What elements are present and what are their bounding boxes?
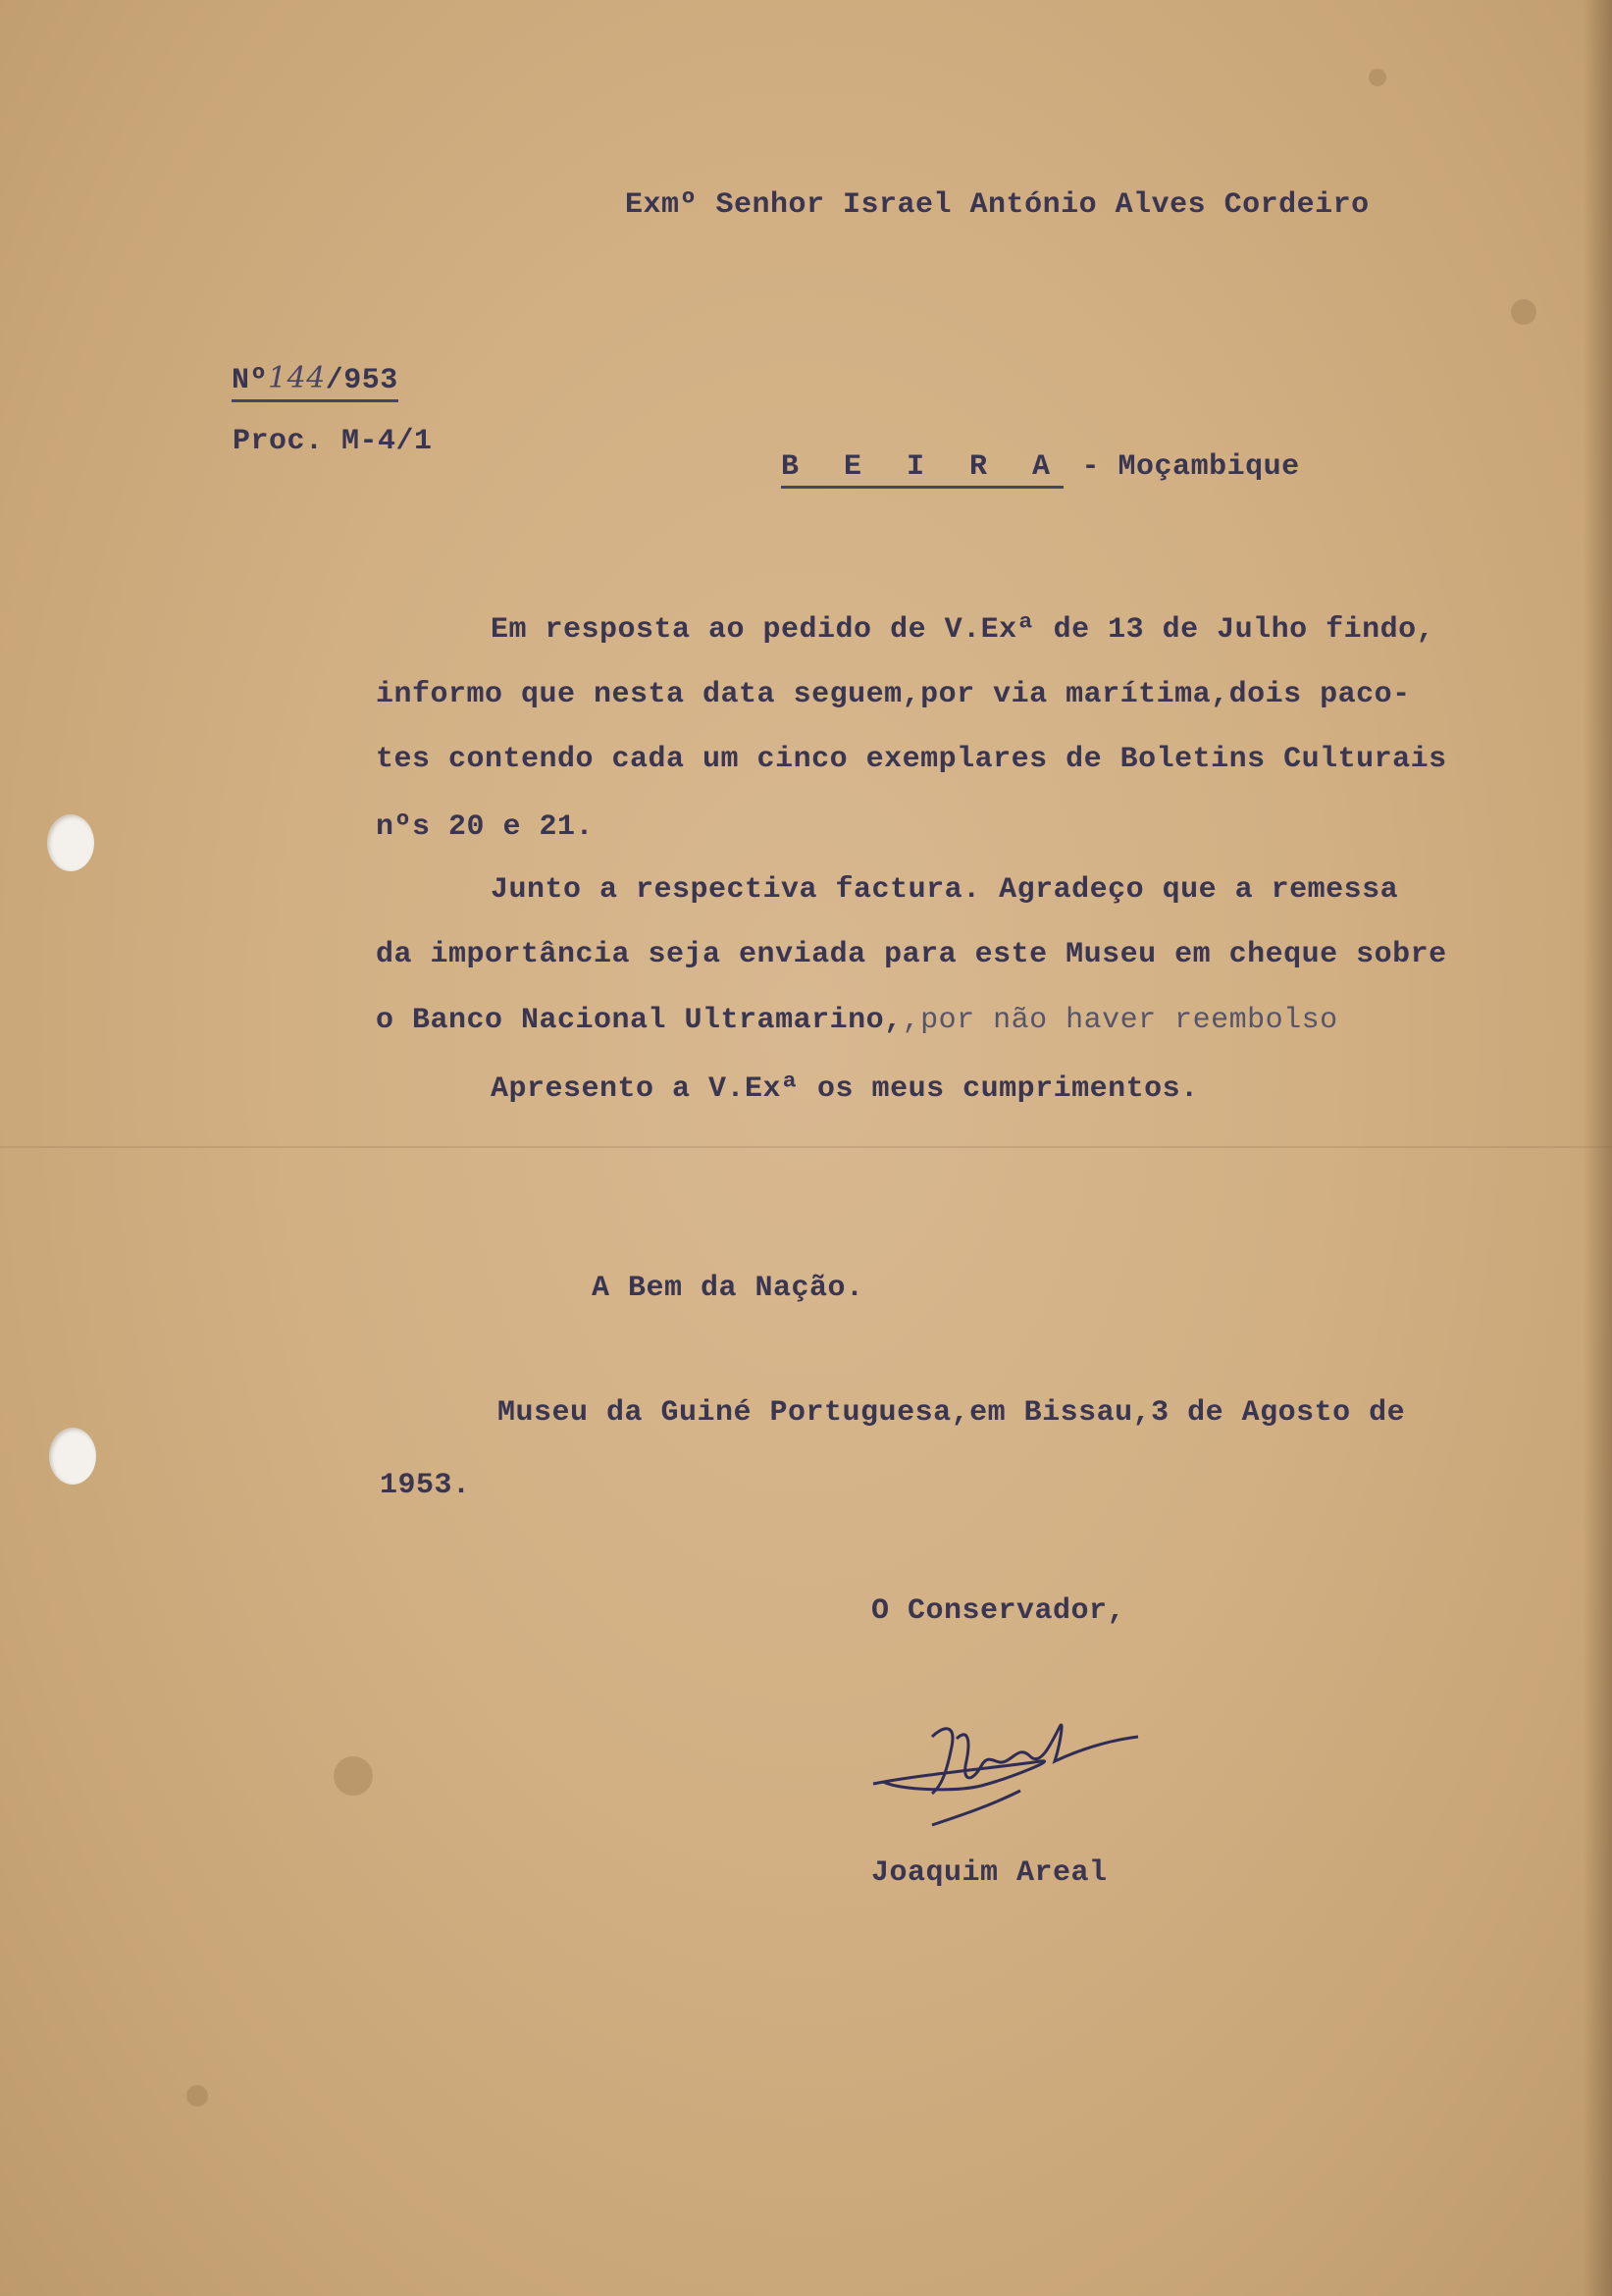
- body-line: tes contendo cada um cinco exemplares de Boletins Culturais: [376, 743, 1447, 776]
- punch-hole: [47, 814, 94, 871]
- addressee-line: Exmº Senhor Israel António Alves Cordeiro: [625, 188, 1370, 222]
- place-date-line: Museu da Guiné Portuguesa,em Bissau,3 de Agosto de: [497, 1396, 1406, 1430]
- body-line: [376, 1004, 1338, 1037]
- closing-salutation: A Bem da Nação.: [592, 1272, 864, 1305]
- body-text-typed: o Banco Nacional Ultramarino,: [376, 1004, 903, 1037]
- body-line: informo que nesta data seguem,por via marítima,dois paco-: [376, 678, 1411, 711]
- signatory-title: O Conservador,: [871, 1594, 1126, 1628]
- paper-stain: [1511, 299, 1536, 325]
- destination-line: [781, 450, 1300, 484]
- reference-number: [232, 361, 398, 402]
- paper-fold: [0, 1146, 1612, 1148]
- handwritten-signature: [863, 1668, 1158, 1835]
- body-line: nºs 20 e 21.: [376, 810, 595, 844]
- process-reference: Proc. M-4/1: [233, 425, 433, 458]
- reference-handwritten-number: 144: [268, 361, 326, 395]
- reference-year: /953: [325, 364, 398, 397]
- paper-stain: [186, 2085, 208, 2107]
- body-line: Apresento a V.Exª os meus cumprimentos.: [491, 1072, 1199, 1106]
- body-line: Junto a respectiva factura. Agradeço que a remessa: [491, 873, 1399, 907]
- place-date-year: 1953.: [380, 1469, 471, 1502]
- body-text-addendum: ,por não haver reembolso: [902, 1004, 1338, 1037]
- destination-country: - Moçambique: [1081, 450, 1300, 484]
- destination-city: B E I R A: [781, 450, 1064, 489]
- paper-stain: [1369, 69, 1386, 86]
- body-line: da importância seja enviada para este Museu em cheque sobre: [376, 938, 1447, 971]
- paper-stain: [334, 1756, 373, 1796]
- reference-prefix: Nº: [232, 364, 269, 397]
- body-line: Em resposta ao pedido de V.Exª de 13 de Julho findo,: [491, 613, 1435, 647]
- punch-hole: [49, 1428, 96, 1485]
- signatory-name: Joaquim Areal: [871, 1856, 1108, 1890]
